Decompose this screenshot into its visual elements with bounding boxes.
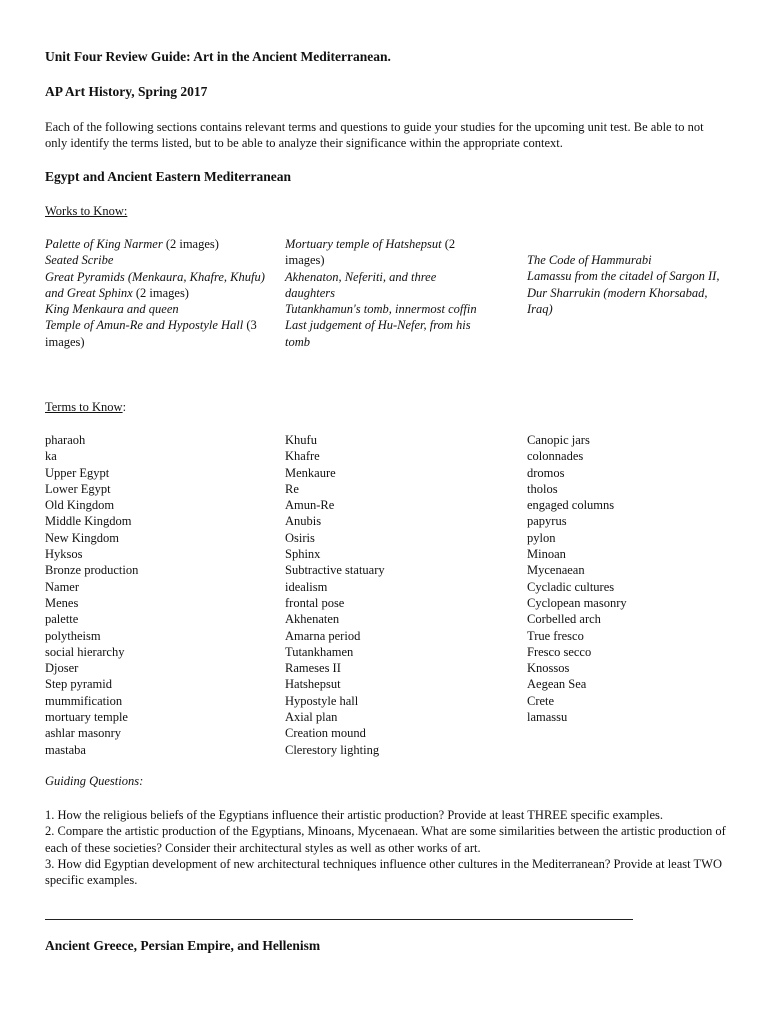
term-item: engaged columns	[527, 498, 615, 513]
term-item: papyrus	[527, 514, 567, 529]
term-item: Step pyramid	[45, 677, 113, 692]
term-item: mastaba	[45, 742, 86, 757]
term-item: Crete	[527, 693, 555, 708]
guiding-questions-label: Guiding Questions:	[45, 774, 144, 788]
term-item: pylon	[527, 530, 556, 545]
term-item: Bronze production	[45, 563, 139, 578]
term-item: Upper Egypt	[45, 465, 110, 480]
term-item: Amarna period	[285, 628, 361, 643]
term-item: Menkaure	[285, 465, 336, 480]
guiding-question: 3. How did Egyptian development of new architectural techniques influence other cultures in the Mediterranean? Provide at least TWO specific examples.	[45, 856, 722, 888]
term-item: Knossos	[527, 661, 570, 676]
term-item: Clerestory lighting	[285, 742, 380, 757]
intro-paragraph: Each of the following sections contains relevant terms and questions to guide your studies for the upcoming unit test. Be able to not only identify the terms listed, but to be able to analyze their significance within the appropriate context.	[45, 120, 704, 150]
term-item: Aegean Sea	[527, 677, 587, 692]
term-item: Menes	[45, 595, 79, 610]
work-title: Tutankhamun's tomb, innermost coffin	[285, 302, 477, 317]
term-item: polytheism	[45, 628, 101, 643]
term-item: Minoan	[527, 547, 566, 562]
section-heading-greece: Ancient Greece, Persian Empire, and Hellenism	[45, 938, 321, 953]
term-item: Hyksos	[45, 547, 83, 562]
work-item	[285, 317, 485, 350]
term-item: Djoser	[45, 661, 79, 676]
term-item: True fresco	[527, 628, 584, 643]
work-item	[45, 301, 275, 317]
term-item: Lower Egypt	[45, 481, 111, 496]
term-item: Re	[285, 481, 299, 496]
term-item: lamassu	[527, 710, 568, 725]
term-item: Rameses II	[285, 661, 341, 676]
works-column-2	[285, 236, 485, 350]
work-title: King Menkaura and queen	[45, 302, 179, 317]
work-item	[527, 268, 727, 317]
term-item: Fresco secco	[527, 644, 592, 659]
term-item: New Kingdom	[45, 530, 119, 545]
term-item: Creation mound	[285, 726, 366, 741]
work-title: The Code of Hammurabi	[527, 253, 652, 267]
work-title: Great Pyramids (Menkaura, Khafre, Khufu) and Great Sphinx	[45, 269, 265, 300]
works-column-3	[527, 252, 727, 317]
guiding-questions-list	[45, 807, 735, 888]
term-item: Cycladic cultures	[527, 579, 615, 594]
term-item: Namer	[45, 579, 80, 594]
guiding-question: 2. Compare the artistic production of the Egyptians, Minoans, Mycenaean. What are some similarities between the artistic production of each of these societies? Consider their architectural styles as well as other works of art.	[45, 824, 726, 855]
term-item: mortuary temple	[45, 710, 128, 725]
terms-to-know-colon: :	[122, 400, 127, 414]
terms-to-know-label-text: Terms to Know	[45, 400, 123, 414]
work-note: (2 images)	[162, 237, 219, 251]
terms-column-1	[45, 432, 138, 758]
term-item: dromos	[527, 465, 565, 480]
term-item: ka	[45, 449, 57, 464]
terms-column-3	[527, 432, 627, 725]
work-item	[45, 252, 275, 268]
guiding-question: 1. How the religious beliefs of the Egyptians influence their artistic production? Provide at least THREE specific examples.	[45, 808, 663, 822]
term-item: Corbelled arch	[527, 612, 601, 627]
work-item	[285, 236, 485, 269]
term-item: Khafre	[285, 449, 320, 464]
terms-column-2	[285, 432, 385, 758]
term-item: Hypostyle hall	[285, 693, 359, 708]
work-item	[285, 301, 485, 317]
section-divider	[45, 919, 633, 920]
term-item: Old Kingdom	[45, 498, 115, 513]
term-item: Cyclopean masonry	[527, 595, 627, 610]
term-item: social hierarchy	[45, 644, 125, 659]
term-item: colonnades	[527, 449, 584, 464]
work-note: (3 images)	[45, 318, 257, 349]
term-item: tholos	[527, 481, 558, 496]
works-column-1	[45, 236, 275, 350]
term-item: ashlar masonry	[45, 726, 122, 741]
work-item	[45, 317, 275, 350]
work-note: (2 images)	[132, 285, 189, 300]
section-heading-egypt: Egypt and Ancient Eastern Mediterranean	[45, 169, 291, 184]
term-item: Osiris	[285, 530, 315, 545]
term-item: Hatshepsut	[285, 677, 341, 692]
work-item	[45, 269, 275, 302]
term-item: Canopic jars	[527, 433, 590, 447]
work-title: Last judgement of Hu-Nefer, from his tomb	[285, 318, 471, 349]
term-item: Subtractive statuary	[285, 563, 385, 578]
term-item: pharaoh	[45, 433, 86, 447]
term-item: Middle Kingdom	[45, 514, 132, 529]
work-item	[45, 236, 275, 252]
work-title: Akhenaton, Neferiti, and three daughters	[285, 269, 437, 300]
work-title: Palette of King Narmer	[45, 237, 163, 251]
term-item: Tutankhamen	[285, 644, 354, 659]
term-item: palette	[45, 612, 79, 627]
term-item: Sphinx	[285, 547, 321, 562]
work-item	[285, 269, 485, 302]
term-item: Amun-Re	[285, 498, 335, 513]
work-title: Temple of Amun-Re and Hypostyle Hall	[45, 318, 244, 333]
term-item: frontal pose	[285, 595, 345, 610]
work-item	[527, 252, 727, 268]
term-item: Anubis	[285, 514, 322, 529]
work-title: Lamassu from the citadel of Sargon II, Dur Sharrukin (modern Khorsabad, Iraq)	[527, 269, 720, 316]
works-to-know-label: Works to Know:	[45, 204, 128, 218]
terms-to-know-label	[45, 400, 126, 415]
document-title: Unit Four Review Guide: Art in the Ancient Mediterranean.	[45, 49, 391, 64]
work-note: (2 images)	[285, 237, 456, 268]
term-item: mummification	[45, 693, 123, 708]
document-subtitle: AP Art History, Spring 2017	[45, 84, 208, 99]
work-title: Mortuary temple of Hatshepsut	[285, 237, 442, 251]
term-item: Mycenaean	[527, 563, 585, 578]
work-title: Seated Scribe	[45, 253, 114, 268]
term-item: Khufu	[285, 433, 317, 447]
term-item: Axial plan	[285, 710, 338, 725]
term-item: Akhenaten	[285, 612, 340, 627]
term-item: idealism	[285, 579, 328, 594]
